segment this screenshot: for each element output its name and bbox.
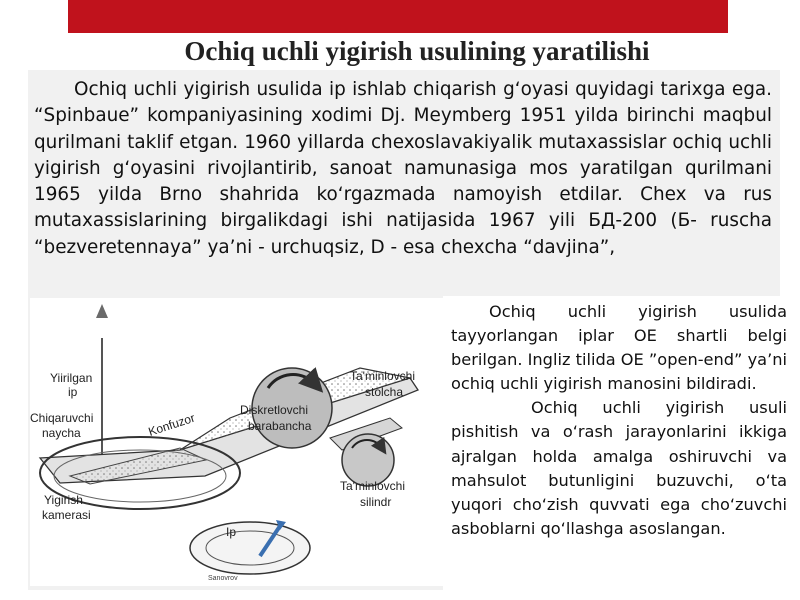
label-small: Sanovrov [208, 575, 238, 582]
label-yarn-2: ip [68, 385, 78, 399]
label-confuser: Konfuzor [146, 410, 197, 439]
spinning-diagram-svg [30, 298, 450, 586]
slide-title: Ochiq uchli yigirish usulining yaratilishi [184, 36, 650, 66]
side-text-box [443, 296, 793, 592]
label-ip: Ip [226, 525, 237, 539]
label-cylinder-2: silindr [360, 495, 392, 509]
side-paragraph-2: Ochiq uchli yigirish usuli pishitish va o‘rash jarayonlarini ikkiga ajralgan holda amalga oshiruvchi va mahsulot butunligini buzuvchi, o‘ta yuqori cho‘zish quvvati ega cho‘zuvchi asboblarni qo‘llashga asoslangan. [451, 398, 787, 538]
label-cylinder-1: Ta'minlovchi [340, 479, 405, 493]
label-yarn-1: Yiirilgan [50, 371, 93, 385]
side-paragraph-1: Ochiq uchli yigirish usulida tayyorlangan iplar OE shartli belgi berilgan. Ingliz tilida OE ”open-end” ya’ni ochiq uchli yigirish manosini bildiradi. [451, 302, 787, 394]
detail-ellipse [190, 522, 310, 574]
label-table-1: Ta'minlovchi [350, 369, 415, 383]
label-drum-2: barabancha [248, 419, 312, 433]
top-accent-bar [68, 0, 728, 33]
label-tube-1: Chiqaruvchi [30, 411, 94, 425]
spinning-diagram [30, 298, 450, 586]
label-drum-1: Diskretlovchi [240, 403, 309, 417]
label-chamber-1: Yigirish [44, 493, 83, 507]
main-paragraph: Ochiq uchli yigirish usulida ip ishlab chiqarish g‘oyasi quyidagi tarixga ega. “Spinbaue” kompaniyasining xodimi Dj. Meymberg 1951 yilda birinchi maqbul qurilmani taklif etgan. 1960 yillarda chexoslavakiyalik mutaxassislar ochiq uchli yigirish g‘oyasini rivojlantirib, sanoat namunasiga mos yaratilgan qurilmani 1965 yilda Brno shahrida ko‘rgazmada namoyish etdilar. Chex va rus mutaxassislarining birgalikdagi ishi natijasida 1967 yili БД-200 (Б- ruscha “bezveretennaya” ya’ni - urchuqsiz, D - esa chexcha “davjina”, [34, 79, 772, 258]
label-table-2: stolcha [365, 385, 404, 399]
label-tube-2: naycha [42, 426, 81, 440]
label-chamber-2: kamerasi [42, 508, 91, 522]
yarn-up-arrow-icon [96, 304, 108, 318]
